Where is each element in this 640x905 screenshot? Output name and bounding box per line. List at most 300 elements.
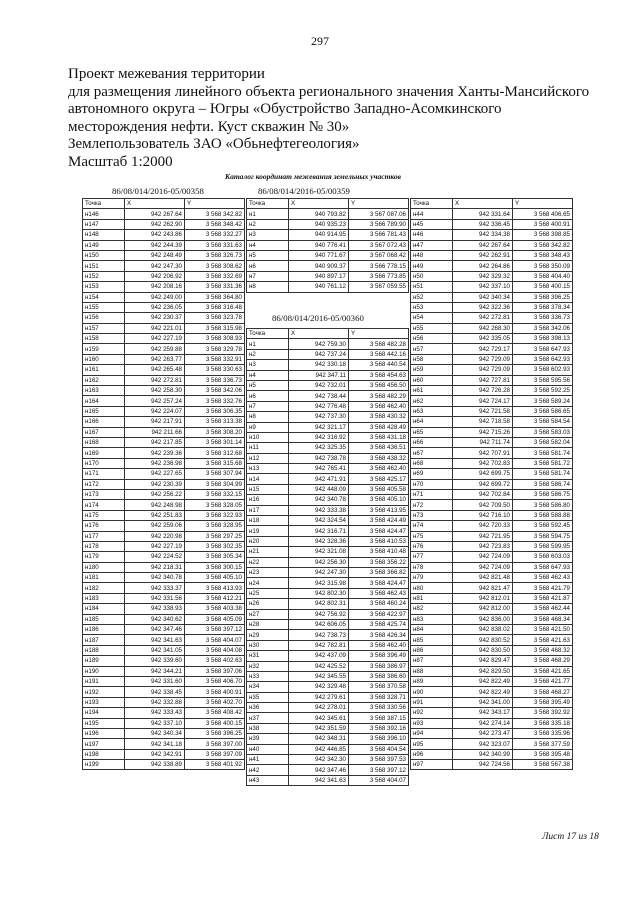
y-cell: 3 568 462.40 — [349, 464, 409, 474]
y-cell: 3 568 328.71 — [349, 692, 409, 702]
y-cell: 3 568 422.97 — [349, 609, 409, 619]
point-cell: н91 — [411, 697, 453, 707]
y-cell: 3 568 308.20 — [185, 427, 245, 437]
point-cell: н35 — [247, 692, 289, 702]
table-row — [247, 209, 409, 219]
x-cell: 942 324.54 — [289, 516, 349, 526]
point-cell: н56 — [411, 334, 453, 344]
y-cell: 3 568 404.08 — [185, 645, 245, 655]
point-cell: н149 — [83, 240, 125, 250]
x-cell: 942 716.10 — [453, 510, 513, 520]
point-cell: н9 — [247, 422, 289, 432]
table-row — [247, 609, 409, 619]
x-cell: 942 243.86 — [125, 230, 185, 240]
point-cell: н38 — [247, 723, 289, 733]
table-row — [83, 541, 245, 551]
x-cell: 942 711.74 — [453, 437, 513, 447]
x-cell: 942 340.34 — [125, 728, 185, 738]
point-cell: н2 — [247, 349, 289, 359]
table-row — [411, 292, 573, 302]
y-cell: 3 568 332.69 — [185, 271, 245, 281]
point-cell: н167 — [83, 427, 125, 437]
table-row — [411, 562, 573, 572]
point-cell: н165 — [83, 406, 125, 416]
y-cell: 3 568 421.87 — [513, 593, 573, 603]
x-cell: 942 258.30 — [125, 386, 185, 396]
y-cell: 3 568 328.95 — [185, 521, 245, 531]
x-cell: 942 729.09 — [453, 354, 513, 364]
point-cell: н84 — [411, 625, 453, 635]
x-cell: 942 337.10 — [453, 282, 513, 292]
point-cell: н173 — [83, 489, 125, 499]
point-cell: н78 — [411, 562, 453, 572]
table-row — [411, 427, 573, 437]
table-row — [247, 432, 409, 442]
y-cell: 3 568 312.68 — [185, 448, 245, 458]
title-line: Масштаб 1:2000 — [68, 153, 173, 170]
table-row — [411, 573, 573, 583]
table-row — [411, 448, 573, 458]
table-row — [247, 526, 409, 536]
x-cell: 942 323.07 — [453, 739, 513, 749]
point-cell: н59 — [411, 365, 453, 375]
x-cell: 942 812.01 — [453, 593, 513, 603]
point-cell: н19 — [247, 526, 289, 536]
point-cell: н49 — [411, 261, 453, 271]
table-row — [411, 406, 573, 416]
header-x: X — [453, 199, 513, 209]
table-row — [411, 365, 573, 375]
point-cell: н82 — [411, 604, 453, 614]
point-cell: н71 — [411, 489, 453, 499]
table-row — [247, 713, 409, 723]
table-row — [247, 443, 409, 453]
table-row — [83, 500, 245, 510]
x-cell: 942 264.86 — [453, 261, 513, 271]
point-cell: н88 — [411, 666, 453, 676]
header-y: Y — [349, 329, 409, 339]
point-cell: н12 — [247, 453, 289, 463]
x-cell: 942 262.91 — [453, 250, 513, 260]
coords-table-d — [410, 198, 573, 770]
x-cell: 942 699.72 — [453, 479, 513, 489]
x-cell: 942 208.16 — [125, 282, 185, 292]
y-cell: 3 568 386.60 — [349, 671, 409, 681]
y-cell: 3 566 778.15 — [349, 261, 409, 271]
table-row — [411, 708, 573, 718]
y-cell: 3 568 603.03 — [513, 552, 573, 562]
y-cell: 3 568 392.92 — [513, 708, 573, 718]
point-cell: н148 — [83, 230, 125, 240]
x-cell: 942 337.10 — [125, 718, 185, 728]
x-cell: 942 329.32 — [453, 271, 513, 281]
table-row — [247, 240, 409, 250]
y-cell: 3 568 386.97 — [349, 661, 409, 671]
point-cell: н150 — [83, 250, 125, 260]
table-header-row — [83, 199, 245, 209]
y-cell: 3 568 408.42 — [185, 708, 245, 718]
x-cell: 942 738.78 — [289, 453, 349, 463]
point-cell: н18 — [247, 516, 289, 526]
x-cell: 942 227.65 — [125, 469, 185, 479]
point-cell: н65 — [411, 427, 453, 437]
table-row — [83, 365, 245, 375]
table-row — [83, 687, 245, 697]
x-cell: 942 338.89 — [125, 760, 185, 770]
y-cell: 3 568 378.34 — [513, 302, 573, 312]
y-cell: 3 568 328.05 — [185, 500, 245, 510]
table-row — [83, 718, 245, 728]
y-cell: 3 566 773.85 — [349, 271, 409, 281]
y-cell: 3 568 592.25 — [513, 386, 573, 396]
point-cell: н72 — [411, 500, 453, 510]
x-cell: 942 737.30 — [289, 412, 349, 422]
table-row — [411, 541, 573, 551]
table-row — [411, 458, 573, 468]
y-cell: 3 568 304.99 — [185, 479, 245, 489]
catalog-caption: Каталог координат межевания земельных участков — [225, 172, 402, 181]
y-cell: 3 568 462.40 — [349, 401, 409, 411]
point-cell: н155 — [83, 302, 125, 312]
x-cell: 942 724.17 — [453, 396, 513, 406]
point-cell: н32 — [247, 661, 289, 671]
y-cell: 3 568 331.63 — [185, 240, 245, 250]
point-cell: н16 — [247, 495, 289, 505]
y-cell: 3 567 068.42 — [349, 250, 409, 260]
y-cell: 3 568 426.34 — [349, 630, 409, 640]
point-cell: н10 — [247, 432, 289, 442]
title-line: для размещения линейного объекта регионального значения Ханты-Мансийского — [68, 83, 590, 100]
x-cell: 942 316.71 — [289, 526, 349, 536]
point-cell: н197 — [83, 739, 125, 749]
point-cell: н164 — [83, 396, 125, 406]
table-row — [411, 749, 573, 759]
point-cell: н195 — [83, 718, 125, 728]
x-cell: 940 935.23 — [289, 219, 349, 229]
table-row — [83, 708, 245, 718]
table-row — [83, 437, 245, 447]
x-cell: 942 738.44 — [289, 391, 349, 401]
table-row — [247, 599, 409, 609]
y-cell: 3 568 589.24 — [513, 396, 573, 406]
y-cell: 3 568 482.28 — [349, 339, 409, 349]
point-cell: н162 — [83, 375, 125, 385]
x-cell: 942 206.92 — [125, 271, 185, 281]
x-cell: 942 759.30 — [289, 339, 349, 349]
point-cell: н37 — [247, 713, 289, 723]
y-cell: 3 568 462.43 — [349, 588, 409, 598]
table-row — [411, 687, 573, 697]
point-cell: н146 — [83, 209, 125, 219]
y-cell: 3 568 392.16 — [349, 723, 409, 733]
y-cell: 3 568 599.95 — [513, 541, 573, 551]
y-cell: 3 568 438.32 — [349, 453, 409, 463]
point-cell: н57 — [411, 344, 453, 354]
x-cell: 942 259.88 — [125, 344, 185, 354]
table-row — [247, 744, 409, 754]
x-cell: 942 272.81 — [453, 313, 513, 323]
point-cell: н153 — [83, 282, 125, 292]
x-cell: 942 316.92 — [289, 432, 349, 442]
table-row — [411, 593, 573, 603]
x-cell: 942 724.56 — [453, 760, 513, 770]
y-cell: 3 568 421.65 — [513, 666, 573, 676]
cadastral-number-c: 86/08/014/2016-05/00360 — [272, 313, 364, 323]
table-row — [247, 391, 409, 401]
y-cell: 3 568 586.65 — [513, 406, 573, 416]
header-x: X — [289, 199, 349, 209]
point-cell: н160 — [83, 354, 125, 364]
y-cell: 3 568 456.50 — [349, 380, 409, 390]
x-cell: 942 709.50 — [453, 500, 513, 510]
y-cell: 3 568 342.82 — [513, 240, 573, 250]
table-row — [411, 271, 573, 281]
point-cell: н54 — [411, 313, 453, 323]
table-row — [83, 728, 245, 738]
y-cell: 3 568 462.43 — [513, 573, 573, 583]
y-cell: 3 568 468.27 — [513, 687, 573, 697]
point-cell: н81 — [411, 593, 453, 603]
table-row — [411, 469, 573, 479]
y-cell: 3 568 584.54 — [513, 417, 573, 427]
x-cell: 942 448.09 — [289, 484, 349, 494]
y-cell: 3 568 592.45 — [513, 521, 573, 531]
table-row — [83, 271, 245, 281]
y-cell: 3 568 400.15 — [185, 718, 245, 728]
point-cell: н95 — [411, 739, 453, 749]
point-cell: н189 — [83, 656, 125, 666]
x-cell: 942 822.49 — [453, 676, 513, 686]
point-cell: н90 — [411, 687, 453, 697]
x-cell: 942 329.48 — [289, 682, 349, 692]
y-cell: 3 568 330.56 — [349, 703, 409, 713]
point-cell: н92 — [411, 708, 453, 718]
y-cell: 3 568 332.27 — [185, 230, 245, 240]
point-cell: н5 — [247, 250, 289, 260]
y-cell: 3 568 424.47 — [349, 578, 409, 588]
table-row — [411, 344, 573, 354]
point-cell: н194 — [83, 708, 125, 718]
point-cell: н174 — [83, 500, 125, 510]
table-row — [83, 645, 245, 655]
x-cell: 942 230.39 — [125, 479, 185, 489]
y-cell: 3 568 405.10 — [349, 495, 409, 505]
table-row — [411, 552, 573, 562]
y-cell: 3 568 397.00 — [185, 739, 245, 749]
point-cell: н63 — [411, 406, 453, 416]
x-cell: 940 761.12 — [289, 282, 349, 292]
point-cell: н172 — [83, 479, 125, 489]
table-row — [83, 375, 245, 385]
table-row — [411, 417, 573, 427]
table-row — [411, 323, 573, 333]
y-cell: 3 568 468.32 — [513, 645, 573, 655]
table-row — [411, 396, 573, 406]
y-cell: 3 568 301.14 — [185, 437, 245, 447]
y-cell: 3 568 313.38 — [185, 417, 245, 427]
y-cell: 3 568 602.93 — [513, 365, 573, 375]
x-cell: 942 437.09 — [289, 651, 349, 661]
y-cell: 3 568 425.74 — [349, 619, 409, 629]
x-cell: 942 802.31 — [289, 599, 349, 609]
table-row — [83, 458, 245, 468]
table-row — [247, 250, 409, 260]
point-cell: н180 — [83, 562, 125, 572]
point-cell: н168 — [83, 437, 125, 447]
x-cell: 942 836.00 — [453, 614, 513, 624]
table-row — [83, 282, 245, 292]
table-row — [83, 292, 245, 302]
x-cell: 942 345.61 — [289, 713, 349, 723]
point-cell: н94 — [411, 728, 453, 738]
y-cell: 3 568 342.06 — [513, 323, 573, 333]
point-cell: н176 — [83, 521, 125, 531]
point-cell: н52 — [411, 292, 453, 302]
x-cell: 942 707.91 — [453, 448, 513, 458]
table-row — [411, 666, 573, 676]
x-cell: 942 217.91 — [125, 417, 185, 427]
table-row — [411, 354, 573, 364]
x-cell: 942 244.39 — [125, 240, 185, 250]
table-row — [83, 479, 245, 489]
table-row — [411, 386, 573, 396]
y-cell: 3 568 404.07 — [349, 775, 409, 785]
point-cell: н177 — [83, 531, 125, 541]
header-y: Y — [185, 199, 245, 209]
point-cell: н7 — [247, 401, 289, 411]
x-cell: 942 348.31 — [289, 734, 349, 744]
table-header-row — [247, 199, 409, 209]
table-row — [83, 749, 245, 759]
table-row — [83, 240, 245, 250]
table-row — [83, 219, 245, 229]
table-row — [411, 302, 573, 312]
point-cell: н73 — [411, 510, 453, 520]
x-cell: 942 342.91 — [125, 749, 185, 759]
table-row — [247, 578, 409, 588]
point-cell: н196 — [83, 728, 125, 738]
x-cell: 942 821.48 — [453, 573, 513, 583]
y-cell: 3 568 424.47 — [349, 526, 409, 536]
x-cell: 942 221.01 — [125, 323, 185, 333]
x-cell: 942 830.52 — [453, 635, 513, 645]
table-row — [411, 313, 573, 323]
point-cell: н50 — [411, 271, 453, 281]
y-cell: 3 568 397.06 — [185, 666, 245, 676]
point-cell: н5 — [247, 380, 289, 390]
x-cell: 942 606.05 — [289, 619, 349, 629]
header-point: Точка — [247, 329, 289, 339]
y-cell: 3 568 398.13 — [513, 334, 573, 344]
table-row — [411, 282, 573, 292]
point-cell: н55 — [411, 323, 453, 333]
point-cell: н192 — [83, 687, 125, 697]
x-cell: 942 822.49 — [453, 687, 513, 697]
table-row — [247, 271, 409, 281]
x-cell: 942 425.52 — [289, 661, 349, 671]
point-cell: н171 — [83, 469, 125, 479]
x-cell: 942 331.60 — [125, 676, 185, 686]
y-cell: 3 568 421.63 — [513, 635, 573, 645]
x-cell: 942 259.06 — [125, 521, 185, 531]
table-row — [247, 692, 409, 702]
x-cell: 942 247.30 — [289, 567, 349, 577]
point-cell: н86 — [411, 645, 453, 655]
point-cell: н64 — [411, 417, 453, 427]
y-cell: 3 568 397.12 — [349, 765, 409, 775]
x-cell: 942 347.46 — [289, 765, 349, 775]
table-row — [247, 630, 409, 640]
table-row — [247, 282, 409, 292]
y-cell: 3 568 335.18 — [513, 718, 573, 728]
y-cell: 3 568 410.53 — [349, 536, 409, 546]
x-cell: 942 322.36 — [453, 302, 513, 312]
point-cell: н45 — [411, 219, 453, 229]
y-cell: 3 568 395.48 — [513, 749, 573, 759]
table-row — [83, 739, 245, 749]
point-cell: н182 — [83, 583, 125, 593]
point-cell: н17 — [247, 505, 289, 515]
table-row — [411, 261, 573, 271]
x-cell: 942 838.02 — [453, 625, 513, 635]
table-row — [83, 614, 245, 624]
y-cell: 3 568 348.42 — [185, 219, 245, 229]
point-cell: н24 — [247, 578, 289, 588]
title-line: автономного округа – Югры «Обустройство Западно-Асомкинского — [68, 101, 502, 117]
y-cell: 3 568 326.73 — [185, 250, 245, 260]
y-cell: 3 568 402.63 — [185, 656, 245, 666]
table-header-row — [411, 199, 573, 209]
x-cell: 942 351.59 — [289, 723, 349, 733]
y-cell: 3 568 647.93 — [513, 562, 573, 572]
table-row — [411, 209, 573, 219]
point-cell: н20 — [247, 536, 289, 546]
table-row — [247, 516, 409, 526]
x-cell: 942 702.83 — [453, 458, 513, 468]
x-cell: 942 321.17 — [289, 422, 349, 432]
point-cell: н79 — [411, 573, 453, 583]
table-row — [411, 479, 573, 489]
point-cell: н198 — [83, 749, 125, 759]
x-cell: 942 330.18 — [289, 360, 349, 370]
point-cell: н1 — [247, 339, 289, 349]
table-row — [83, 760, 245, 770]
point-cell: н181 — [83, 573, 125, 583]
y-cell: 3 568 642.93 — [513, 354, 573, 364]
point-cell: н30 — [247, 640, 289, 650]
y-cell: 3 568 315.68 — [185, 458, 245, 468]
table-row — [83, 250, 245, 260]
x-cell: 942 341.63 — [289, 775, 349, 785]
table-row — [83, 489, 245, 499]
y-cell: 3 568 404.54 — [349, 744, 409, 754]
y-cell: 3 568 421.79 — [513, 583, 573, 593]
x-cell: 942 756.92 — [289, 609, 349, 619]
table-row — [83, 261, 245, 271]
y-cell: 3 568 462.40 — [349, 640, 409, 650]
y-cell: 3 568 583.03 — [513, 427, 573, 437]
point-cell: н185 — [83, 614, 125, 624]
table-row — [411, 230, 573, 240]
x-cell: 942 721.95 — [453, 531, 513, 541]
y-cell: 3 568 322.93 — [185, 510, 245, 520]
point-cell: н97 — [411, 760, 453, 770]
table-row — [247, 723, 409, 733]
y-cell: 3 568 396.10 — [349, 734, 409, 744]
x-cell: 942 315.98 — [289, 578, 349, 588]
table-row — [83, 697, 245, 707]
y-cell: 3 568 468.29 — [513, 656, 573, 666]
